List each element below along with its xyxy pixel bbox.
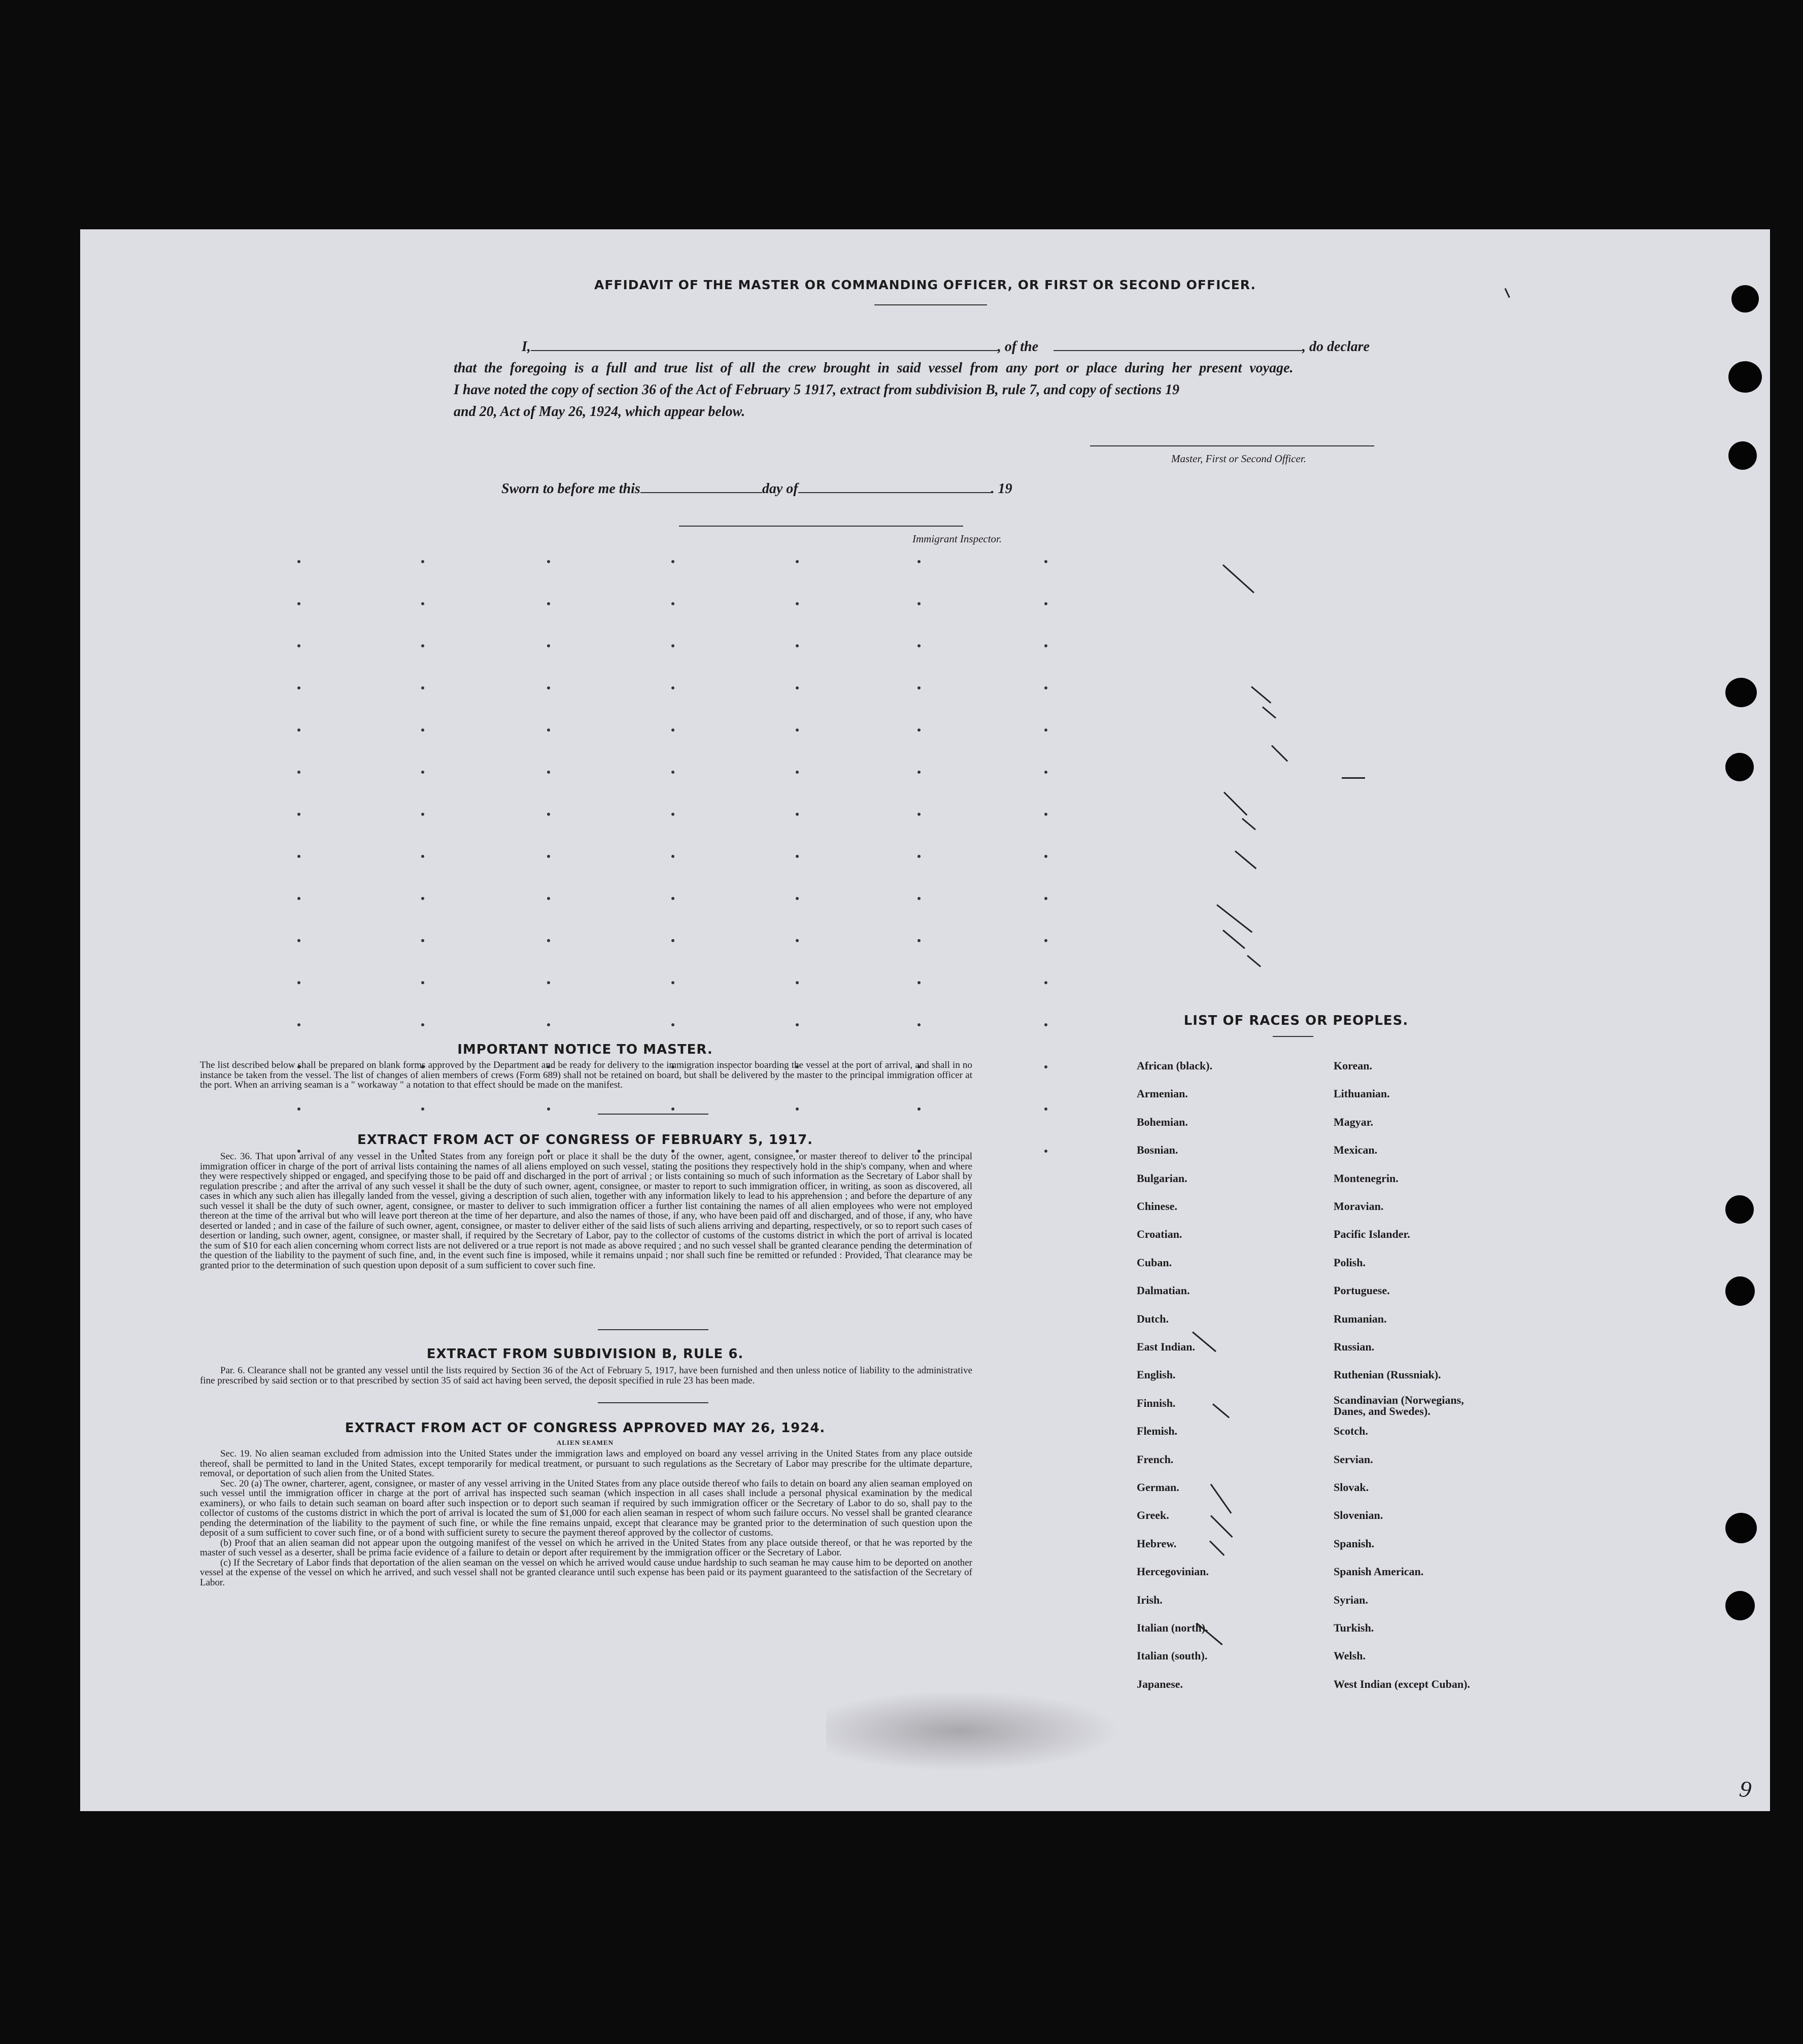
- vessel-blank[interactable]: [1053, 338, 1302, 351]
- ruling-dot: [671, 1107, 674, 1111]
- ruling-dot: [297, 855, 300, 858]
- ruling-dot: [671, 855, 674, 858]
- notice-title: IMPORTANT NOTICE TO MASTER.: [457, 1042, 713, 1057]
- check-mark: [1210, 1515, 1233, 1538]
- race-item: Pacific Islander.: [1334, 1228, 1410, 1241]
- race-item: Slovak.: [1334, 1481, 1369, 1494]
- race-item: French.: [1137, 1452, 1174, 1466]
- punch-hole: [1728, 361, 1762, 393]
- ruling-dot: [1044, 644, 1047, 647]
- title-rule: [874, 304, 987, 305]
- ruling-dot: [421, 897, 424, 900]
- master-signature-line[interactable]: [1090, 445, 1374, 446]
- race-item: Russian.: [1334, 1340, 1375, 1353]
- ruling-dot: [297, 602, 300, 605]
- race-item: English.: [1137, 1368, 1176, 1381]
- ruling-dot: [1044, 1023, 1047, 1026]
- check-mark: [1235, 850, 1256, 869]
- ruling-dot: [421, 560, 424, 563]
- ruling-dot: [1044, 1150, 1047, 1153]
- ruling-dot: [671, 644, 674, 647]
- race-item: Moravian.: [1334, 1200, 1384, 1212]
- affidavit-declare: , do declare: [1302, 339, 1370, 355]
- ruling-dot: [671, 813, 674, 816]
- ruling-dot: [297, 1107, 300, 1111]
- race-item: Italian (south).: [1137, 1649, 1208, 1662]
- race-item: Armenian.: [1137, 1087, 1188, 1100]
- ruling-dot: [297, 1023, 300, 1026]
- ruling-dot: [796, 644, 799, 647]
- check-mark: [1262, 706, 1276, 718]
- sec-20a-text: Sec. 20 (a) The owner, charterer, agent, consignee, or master of any vessel arriving in the United States from any place outside thereof who fails to detain on board any alien seaman employed on such vessel until the immigration officer in charge at the port of arrival has inspected such seaman (which inspection in all cases shall include a personal physical examination by the medical examiners), or who fails to detain such seaman on board after such inspection or to deport such seaman if required by such immigration officer or the Secretary of Labor to do so, shall pay to the collector of customs of the customs district in which the port of arrival is located the sum of $1,000 for each alien seaman in respect of whom such failure occurs. No vessel shall be granted clearance pending the determination of the liability to the payment of such fine, or while the fine remains unpaid, except that clearance may be granted prior to the determination of such question upon the deposit of a sum sufficient to cover such fine, or of a bond with sufficient surety to secure the payment thereof approved by the collector of customs.: [200, 1478, 972, 1538]
- ruling-dot: [671, 686, 674, 689]
- ruling-dot: [421, 644, 424, 647]
- sworn-day-of: day of: [762, 481, 798, 497]
- extract-1924-title: EXTRACT FROM ACT OF CONGRESS APPROVED MAY 26, 1924.: [345, 1421, 826, 1436]
- ruling-dot: [297, 771, 300, 774]
- affidavit-of-the: , of the: [997, 339, 1039, 355]
- ruling-dot: [547, 981, 550, 984]
- race-item: West Indian (except Cuban).: [1334, 1677, 1470, 1690]
- ruling-dot: [917, 686, 921, 689]
- punch-hole: [1728, 441, 1757, 470]
- ruling-dot: [796, 939, 799, 942]
- race-item: German.: [1137, 1481, 1179, 1494]
- race-item: Flemish.: [1137, 1425, 1178, 1438]
- punch-hole: [1725, 678, 1757, 707]
- race-item: Scandinavian (Norwegians, Danes, and Swedes).: [1334, 1393, 1464, 1417]
- ruling-dot: [1044, 602, 1047, 605]
- races-rule: [1273, 1036, 1313, 1037]
- punch-hole: [1725, 753, 1754, 781]
- race-item: Spanish American.: [1334, 1565, 1424, 1578]
- ruling-dot: [796, 771, 799, 774]
- ruling-dot: [917, 939, 921, 942]
- rule-6-rule: [598, 1402, 708, 1403]
- extract-1917-rule: [598, 1329, 708, 1330]
- ruling-dot: [421, 981, 424, 984]
- check-mark: [1222, 929, 1245, 949]
- ruling-dot: [547, 939, 550, 942]
- ruling-dot: [671, 1023, 674, 1026]
- race-item: Bosnian.: [1137, 1144, 1178, 1157]
- rule-6-text: Par. 6. Clearance shall not be granted any vessel until the lists required by Section 36 of the Act of February 5, 1917, have been furnished and then unless notice of liability to the administrative fine prescribed by said section or to that prescribed by section 35 of said act having been served, the deposit specified in rule 23 has been made.: [200, 1365, 972, 1386]
- ruling-dot: [1044, 771, 1047, 774]
- ruling-dot: [297, 981, 300, 984]
- race-item: Italian (north).: [1137, 1621, 1208, 1634]
- race-item: Finnish.: [1137, 1396, 1176, 1409]
- check-mark: [1212, 1403, 1230, 1418]
- rule-6-title: EXTRACT FROM SUBDIVISION B, RULE 6.: [426, 1346, 744, 1362]
- ruling-dot: [421, 602, 424, 605]
- ink-smudge: [826, 1690, 1120, 1772]
- extract-1924-text: [200, 1449, 972, 1587]
- ruling-dot: [917, 1107, 921, 1111]
- inspector-label: Immigrant Inspector.: [912, 533, 1002, 545]
- name-blank[interactable]: [531, 338, 998, 351]
- ruling-dot: [796, 981, 799, 984]
- ruling-dot: [421, 1023, 424, 1026]
- affidavit-line-2: that the foregoing is a full and true list of all the crew brought in said vessel from any port or place during her present voyage.: [454, 360, 1294, 376]
- race-item: Bohemian.: [1137, 1115, 1188, 1128]
- races-title: LIST OF RACES OR PEOPLES.: [1183, 1013, 1409, 1028]
- ruling-dot: [297, 644, 300, 647]
- notice-text: The list described below shall be prepared on blank forms approved by the Department and be ready for delivery to the immigration inspector boarding the vessel at the port of arrival, and shall in no instance be taken from the vessel. The list of changes of alien members of crews (Form 689) shall not be retained on board, but shall be delivered by the master to the principal immigration officer at the port. When an arriving seaman is a " workaway " a notation to that effect should be made on the manifest.: [200, 1060, 972, 1090]
- inspector-signature-line[interactable]: [679, 526, 963, 527]
- extract-1917-text: Sec. 36. That upon arrival of any vessel in the United States from any foreign port or place it shall be the duty of the owner, agent, consignee, or master thereof to deliver to the principal immigration officer in charge of the port of arrival lists containing the names of all aliens employed on such vessel, stating the positions they respectively hold in the ship's company, when and where they were respectively shipped or engaged, and specifying those to be paid off and discharged in the port of arrival ; or lists containing so much of such information as the Secretary of Labor shall by regulation prescribe ; and after the arrival of any such vessel it shall be the duty of such owner, agent, consignee, or master to report to such immigration officer, in writing, as soon as discovered, all cases in which any such alien has illegally landed from the vessel, giving a description of such alien, together with any information likely to lead to his apprehension ; and before the departure of any such vessel it shall be the duty of such owner, agent, consignee, or master to deliver to such immigration officer a further list containing the names of all alien employees who were not employed thereon at the time of the arrival but who will leave port thereon at the time of her departure, and also the names of those, if any, who have been paid off and discharged, and of those, if any, who have deserted or landed ; and in case of the failure of such owner, agent, consignee, or master to deliver either of the said lists of such aliens arriving and departing, respectively, or so to report such cases of desertion or landing, such owner, agent, consignee, or master shall, if required by the Secretary of Labor, pay to the collector of customs of the customs district in which the port of arrival is located the sum of $10 for each alien concerning whom correct lists are not delivered or a true report is not made as above required ; and no such vessel shall be granted clearance pending the determination of the question of the liability to the payment of such fine, and, in the event such fine is imposed, while it remains unpaid ; nor shall such fine be remitted or refunded : Provided, That clearance may be granted prior to the determination of such question upon deposit of a sum sufficient to cover such fine.: [200, 1151, 972, 1271]
- ruling-dot: [547, 644, 550, 647]
- race-item: Polish.: [1334, 1256, 1366, 1269]
- ruling-dot: [917, 771, 921, 774]
- ruling-dot: [421, 1107, 424, 1111]
- sec-20b-text: (b) Proof that an alien seaman did not appear upon the outgoing manifest of the vessel on which he arrived in the United States from any place outside thereof, or that he was reported by the master of such vessel as a deserter, shall be prima facie evidence of a failure to detain or deport after requirement by the immigration officer or the Secretary of Labor.: [200, 1537, 972, 1558]
- ruling-dot: [917, 1023, 921, 1026]
- ruling-dot: [1044, 813, 1047, 816]
- check-mark: [1192, 1331, 1216, 1352]
- ruling-dot: [297, 813, 300, 816]
- punch-hole: [1725, 1276, 1755, 1306]
- dash-mark: [1342, 777, 1365, 779]
- ruling-dot: [796, 1023, 799, 1026]
- ruling-dot: [547, 1107, 550, 1111]
- ruling-dot: [671, 981, 674, 984]
- sworn-year: . 19: [991, 481, 1012, 497]
- ruling-dot: [796, 897, 799, 900]
- race-item: Bulgarian.: [1137, 1171, 1187, 1185]
- ruling-dot: [1044, 855, 1047, 858]
- race-item: Rumanian.: [1334, 1312, 1387, 1325]
- affidavit-title: AFFIDAVIT OF THE MASTER OR COMMANDING OFFICER, OR FIRST OR SECOND OFFICER.: [594, 278, 1256, 292]
- ruling-dot: [917, 855, 921, 858]
- sec-19-text: Sec. 19. No alien seaman excluded from admission into the United States under the immigration laws and employed on board any vessel arriving in the United States from any place outside thereof, shall be permitted to land in the United States, except temporarily for medical treatment, or pursuant to such regulations as the Secretary of Labor may prescribe for the ultimate departure, removal, or deportation of such alien from the United States.: [200, 1448, 972, 1479]
- ruling-dot: [297, 897, 300, 900]
- ruling-dot: [1044, 897, 1047, 900]
- ruling-dot: [671, 602, 674, 605]
- ruling-dot: [796, 855, 799, 858]
- race-item: Irish.: [1137, 1593, 1163, 1606]
- punch-hole: [1725, 1513, 1757, 1543]
- race-item: Mexican.: [1334, 1144, 1378, 1157]
- ruling-dot: [1044, 1107, 1047, 1111]
- affidavit-line-4: and 20, Act of May 26, 1924, which appear below.: [454, 404, 745, 420]
- race-item: Slovenian.: [1334, 1509, 1383, 1522]
- ruling-dot: [1044, 560, 1047, 563]
- ruling-dot: [796, 729, 799, 732]
- race-item: Portuguese.: [1334, 1284, 1390, 1297]
- ruling-dot: [547, 1023, 550, 1026]
- sec-20c-text: (c) If the Secretary of Labor finds that deportation of the alien seaman on the vessel on which he arrived would cause undue hardship to such seaman he may cause him to be deported on another vessel at the expense of the vessel on which he arrived, and such vessel shall not be granted clearance until such expense has been paid or its payment guaranteed to the satisfaction of the Secretary of Labor.: [200, 1557, 972, 1588]
- ruling-dot: [671, 897, 674, 900]
- sworn-month-blank[interactable]: [798, 480, 991, 493]
- race-item: Dutch.: [1137, 1312, 1169, 1325]
- ruling-dot: [547, 560, 550, 563]
- ruling-dot: [297, 939, 300, 942]
- ruling-dot: [917, 644, 921, 647]
- race-item: Welsh.: [1334, 1649, 1366, 1662]
- affidavit-line-1: [522, 336, 1486, 358]
- race-item: Ruthenian (Russniak).: [1334, 1368, 1441, 1381]
- ruling-dot: [547, 686, 550, 689]
- check-mark: [1223, 791, 1247, 815]
- sworn-text: Sworn to before me this: [501, 481, 640, 497]
- ruling-dot: [547, 602, 550, 605]
- affidavit-i: I,: [522, 339, 531, 355]
- manifest-sheet: [80, 229, 1770, 1811]
- sworn-line: [501, 478, 1012, 500]
- race-item: Dalmatian.: [1137, 1284, 1190, 1297]
- race-item: East Indian.: [1137, 1340, 1195, 1353]
- ruling-dot: [297, 729, 300, 732]
- check-mark: [1251, 686, 1271, 703]
- ruling-dot: [917, 729, 921, 732]
- race-item: Hebrew.: [1137, 1537, 1177, 1550]
- ruling-dot: [421, 729, 424, 732]
- ruling-dot: [547, 729, 550, 732]
- race-item: Greek.: [1137, 1509, 1169, 1522]
- ruling-dot: [421, 813, 424, 816]
- alien-seamen-subtitle: ALIEN SEAMEN: [556, 1439, 614, 1446]
- check-mark: [1210, 1484, 1232, 1514]
- ruling-dot: [1044, 939, 1047, 942]
- race-item: Hercegovinian.: [1137, 1565, 1209, 1578]
- ruling-dot: [421, 939, 424, 942]
- ruling-dot: [917, 602, 921, 605]
- affidavit-line-3: I have noted the copy of section 36 of the Act of February 5 1917, extract from subdivision B, rule 7, and copy of sections 19: [454, 382, 1180, 398]
- ruling-dot: [1044, 1065, 1047, 1068]
- ruling-dot: [1044, 686, 1047, 689]
- race-item: African (black).: [1137, 1059, 1213, 1072]
- check-mark: [1216, 904, 1252, 933]
- ruling-dot: [297, 560, 300, 563]
- check-mark: [1222, 564, 1254, 593]
- ruling-dot: [547, 897, 550, 900]
- ruling-dot: [917, 981, 921, 984]
- race-item: Croatian.: [1137, 1228, 1182, 1241]
- race-item: Korean.: [1334, 1059, 1372, 1072]
- punch-hole: [1725, 1591, 1755, 1620]
- ruling-dot: [796, 602, 799, 605]
- ruling-dot: [796, 1107, 799, 1111]
- race-item: Magyar.: [1334, 1115, 1374, 1128]
- race-item: Turkish.: [1334, 1621, 1374, 1634]
- ruling-dot: [547, 855, 550, 858]
- ruling-dot: [796, 560, 799, 563]
- ruling-dot: [421, 855, 424, 858]
- ruling-dot: [421, 771, 424, 774]
- ruling-dot: [547, 771, 550, 774]
- ruling-dot: [671, 771, 674, 774]
- race-item: Cuban.: [1137, 1256, 1172, 1269]
- race-item: Syrian.: [1334, 1593, 1368, 1606]
- ruling-dot: [421, 686, 424, 689]
- sworn-day-blank[interactable]: [640, 480, 762, 493]
- ruling-dot: [671, 729, 674, 732]
- ruling-dot: [671, 560, 674, 563]
- ruling-dot: [297, 686, 300, 689]
- punch-hole: [1725, 1195, 1754, 1224]
- ruling-dot: [796, 813, 799, 816]
- race-item: Spanish.: [1334, 1537, 1375, 1550]
- race-item: Scotch.: [1334, 1425, 1368, 1438]
- check-mark: [1271, 745, 1288, 761]
- check-mark: [1247, 955, 1261, 967]
- ruling-dot: [547, 813, 550, 816]
- race-item: Chinese.: [1137, 1200, 1178, 1212]
- ruling-dot: [796, 686, 799, 689]
- notice-rule: [598, 1114, 708, 1115]
- punch-hole: [1731, 285, 1759, 313]
- ruling-dot: [1044, 729, 1047, 732]
- extract-1917-title: EXTRACT FROM ACT OF CONGRESS OF FEBRUARY 5, 1917.: [357, 1132, 813, 1148]
- handwritten-number: 9: [1738, 1775, 1753, 1803]
- ruling-dot: [1044, 981, 1047, 984]
- race-item: Servian.: [1334, 1452, 1373, 1466]
- race-item: Japanese.: [1137, 1677, 1183, 1690]
- check-mark: [1209, 1540, 1224, 1555]
- ruling-dot: [671, 939, 674, 942]
- ruling-dot: [917, 560, 921, 563]
- race-item: Lithuanian.: [1334, 1087, 1390, 1100]
- ruling-dot: [917, 897, 921, 900]
- race-item: Montenegrin.: [1334, 1171, 1399, 1185]
- check-mark: [1242, 818, 1256, 830]
- ruling-dot: [917, 813, 921, 816]
- master-signature-label: Master, First or Second Officer.: [1171, 453, 1306, 465]
